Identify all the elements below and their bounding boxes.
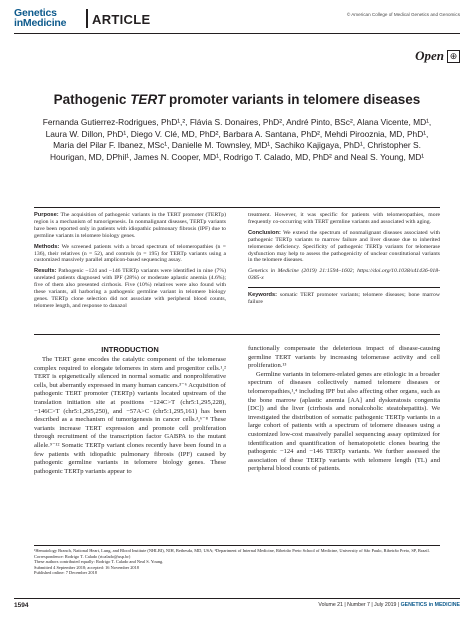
footnote-rule bbox=[34, 545, 440, 546]
header-divider bbox=[86, 9, 88, 28]
page-number: 1594 bbox=[14, 602, 29, 609]
open-access-icon: ⊕ bbox=[447, 50, 460, 63]
abstract-box bbox=[34, 207, 440, 335]
citation-text[interactable]: Genetics in Medicine (2019) 21:1594–1602; https://doi.org/10.1038/s41436-018-0385-x bbox=[248, 268, 440, 282]
footer-journal: GENETICS in MEDICINE bbox=[400, 602, 460, 608]
results-label: Results: bbox=[34, 268, 57, 275]
body-paragraph: functionally compensate the deleterious impact of disease-causing germline TERT variants by increasing telomerase activity and cell proliferation.¹³ bbox=[248, 345, 440, 370]
author-list: Fernanda Gutierrez-Rodrigues, PhD¹,², Flávia S. Donaires, PhD², André Pinto, BSc², Alana Vicente, MD¹, Laura W. Dillon, PhD¹, Diego V. Clé, MD, PhD², Barbara A. Santana, PhD², Mehdi Pirooznia, MD, PhD¹, Maria del Pilar F. Ibanez, MSc¹, Danielle M. Townsley, MD¹, Sachiko Kajigaya, PhD¹, Christopher S. Hourigan, MD, DPhil¹, James N. Cooper, MD¹, Rodrigo T. Calado, MD, PhD² and Neal S. Young, MD¹ bbox=[42, 117, 432, 162]
body-paragraph: Germline variants in telomere-related genes are etiologic in a broader spectrum of diseases collectively named telomere diseases or telomeropathies,¹,⁴ including IPF but also affecting other organs, such as the bone marrow (aplastic anemia [AA] and dyskeratosis congenita [DC]) and the liver (cirrhosis and nonalcoholic steatohepatitis). We investigated the distribution of somatic pathogenic TERTp variants in a large cohort of patients with a spectrum of telomere diseases using a customized low-cost massively parallel sequencing assay optimized for identification and quantification of hematopoietic clones bearing the pathogenic −124 and −146 TERTp variants. We further assessed the association of these TERTp variants with telomere length (TL) and peripheral blood counts of patients. bbox=[248, 370, 440, 473]
abstract-left-column bbox=[34, 212, 226, 314]
keywords-text: somatic TERT promoter variants; telomere diseases; bone marrow failure bbox=[248, 292, 441, 306]
footnote-affiliations: ¹Hematology Branch, National Heart, Lung, and Blood Institute (NHLBI), NIH, Bethesda, MD, USA; ²Department of Internal Medicine, Ribeirão Preto School of Medicine, University of São Paulo, Ribeirão Preto, SP, Brazil. Correspondence: Rodrigo T. Calado (rtcalado@usp.br) bbox=[34, 548, 430, 559]
body-left-column bbox=[34, 356, 226, 476]
journal-logo bbox=[14, 8, 66, 28]
title-prefix: Pathogenic bbox=[53, 92, 131, 107]
header-rule bbox=[14, 33, 460, 34]
abstract-citation[interactable] bbox=[248, 268, 440, 282]
copyright-notice: © American College of Medical Genetics and Genomics bbox=[346, 12, 460, 17]
footer-rule bbox=[14, 598, 460, 599]
body-paragraph: The TERT gene encodes the catalytic component of the telomerase complex required to elongate telomeres in stem and progenitor cells.¹,² TERT is epigenetically silenced in normal somatic and nonproliferative cells, but aberrantly expressed in many human cancers.³⁻⁶ Acquisition of pathogenic TERT promoter (TERTp) variants located upstream of the translation initiation site at positions −124C>T (chr5:1,295,228), −146C>T (chr5:1,295,250), and −57A>C (chr5:1,295,161) has been described as a mechanism of tumorigenesis in cancer cells.³,⁶⁻⁸ These variants increase TERT expression and promote cell proliferation through recruitment of the transcription factor GABPA to the mutant allele.⁹⁻¹² Somatic TERTp variant clones recently have been found in a few patients with idiopathic pulmonary fibrosis (IPF) caused by pathogenic germline variants in telomere biology genes. These pathogenic TERTp variants appear to bbox=[34, 356, 226, 475]
abstract-methods bbox=[34, 244, 226, 265]
purpose-label: Purpose: bbox=[34, 212, 59, 218]
body-right-column bbox=[248, 345, 440, 474]
journal-logo-line2: inMedicine bbox=[14, 17, 67, 29]
journal-logo-line1: Genetics bbox=[14, 7, 57, 19]
abstract-conclusion bbox=[248, 230, 440, 265]
abstract-results-cont: treatment. However, it was specific for patients with telomeropathies, more frequently co-occurring with TERT germline variants and associated with aging. bbox=[248, 212, 440, 225]
footnote-submitted: Submitted 4 September 2018; accepted: 16 November 2018 bbox=[34, 564, 139, 570]
footnote-equal-contribution: These authors contributed equally: Rodrigo T. Calado and Neal S. Young. bbox=[34, 559, 164, 565]
footnotes bbox=[34, 548, 440, 576]
footer-issue: Volume 21 | Number 7 | July 2019 | bbox=[318, 602, 400, 608]
conclusion-label: Conclusion: bbox=[248, 229, 281, 236]
abstract-keywords bbox=[248, 292, 440, 306]
abstract-purpose bbox=[34, 212, 226, 240]
title-gene: TERT bbox=[130, 92, 166, 107]
footer-issue-info bbox=[318, 602, 460, 608]
methods-text: We screened patients with a broad spectrum of telomeropathies (n = 136), their relatives (n = 52), and controls (n = 195) for TERTp variants using a customized massively parallel amplicon-based sequencing assay. bbox=[34, 243, 226, 264]
footnote-published: Published online: 7 December 2018 bbox=[34, 570, 97, 576]
keywords-label: Keywords: bbox=[248, 292, 278, 299]
methods-label: Methods: bbox=[34, 243, 60, 250]
keywords-divider bbox=[248, 287, 440, 288]
article-title bbox=[0, 92, 474, 107]
abstract-results bbox=[34, 268, 226, 309]
section-label: ARTICLE bbox=[92, 12, 151, 27]
title-suffix: promoter variants in telomere diseases bbox=[165, 92, 421, 107]
purpose-text: The acquisition of pathogenic variants in the TERT promoter (TERTp) region is a mechanism of tumorigenesis. In nonmalignant diseases, TERTp variants have been reported only in patients with idiopathic pulmonary fibrosis (IPF) due to germline variants in telomere biology genes. bbox=[34, 212, 226, 239]
conclusion-text: We extend the spectrum of nonmalignant diseases associated with pathogenic TERTp variants to marrow failure and liver disease due to inherited telomerase deficiency. Specificity of pathogenic TERTp variants for telomerase dysfunction may help to assess the pathogenicity of unclear constitutional variants in the telomere diseases. bbox=[248, 229, 440, 264]
results-text: Pathogenic −124 and −146 TERTp variants were identified in nine (7%) unrelated patients diagnosed with IPF (28%) or moderate aplastic anemia (4.6%); five of them also presented cirrhosis. Five (10%) relatives were also found with these variants, all harboring a pathogenic germline variant in telomere biology genes. TERTp clone selection did not associate with peripheral blood counts, telomere length, and response to danazol bbox=[34, 268, 226, 309]
abstract-right-column bbox=[248, 212, 440, 310]
introduction-heading: INTRODUCTION bbox=[101, 345, 159, 354]
open-access-label: Open bbox=[415, 48, 444, 63]
